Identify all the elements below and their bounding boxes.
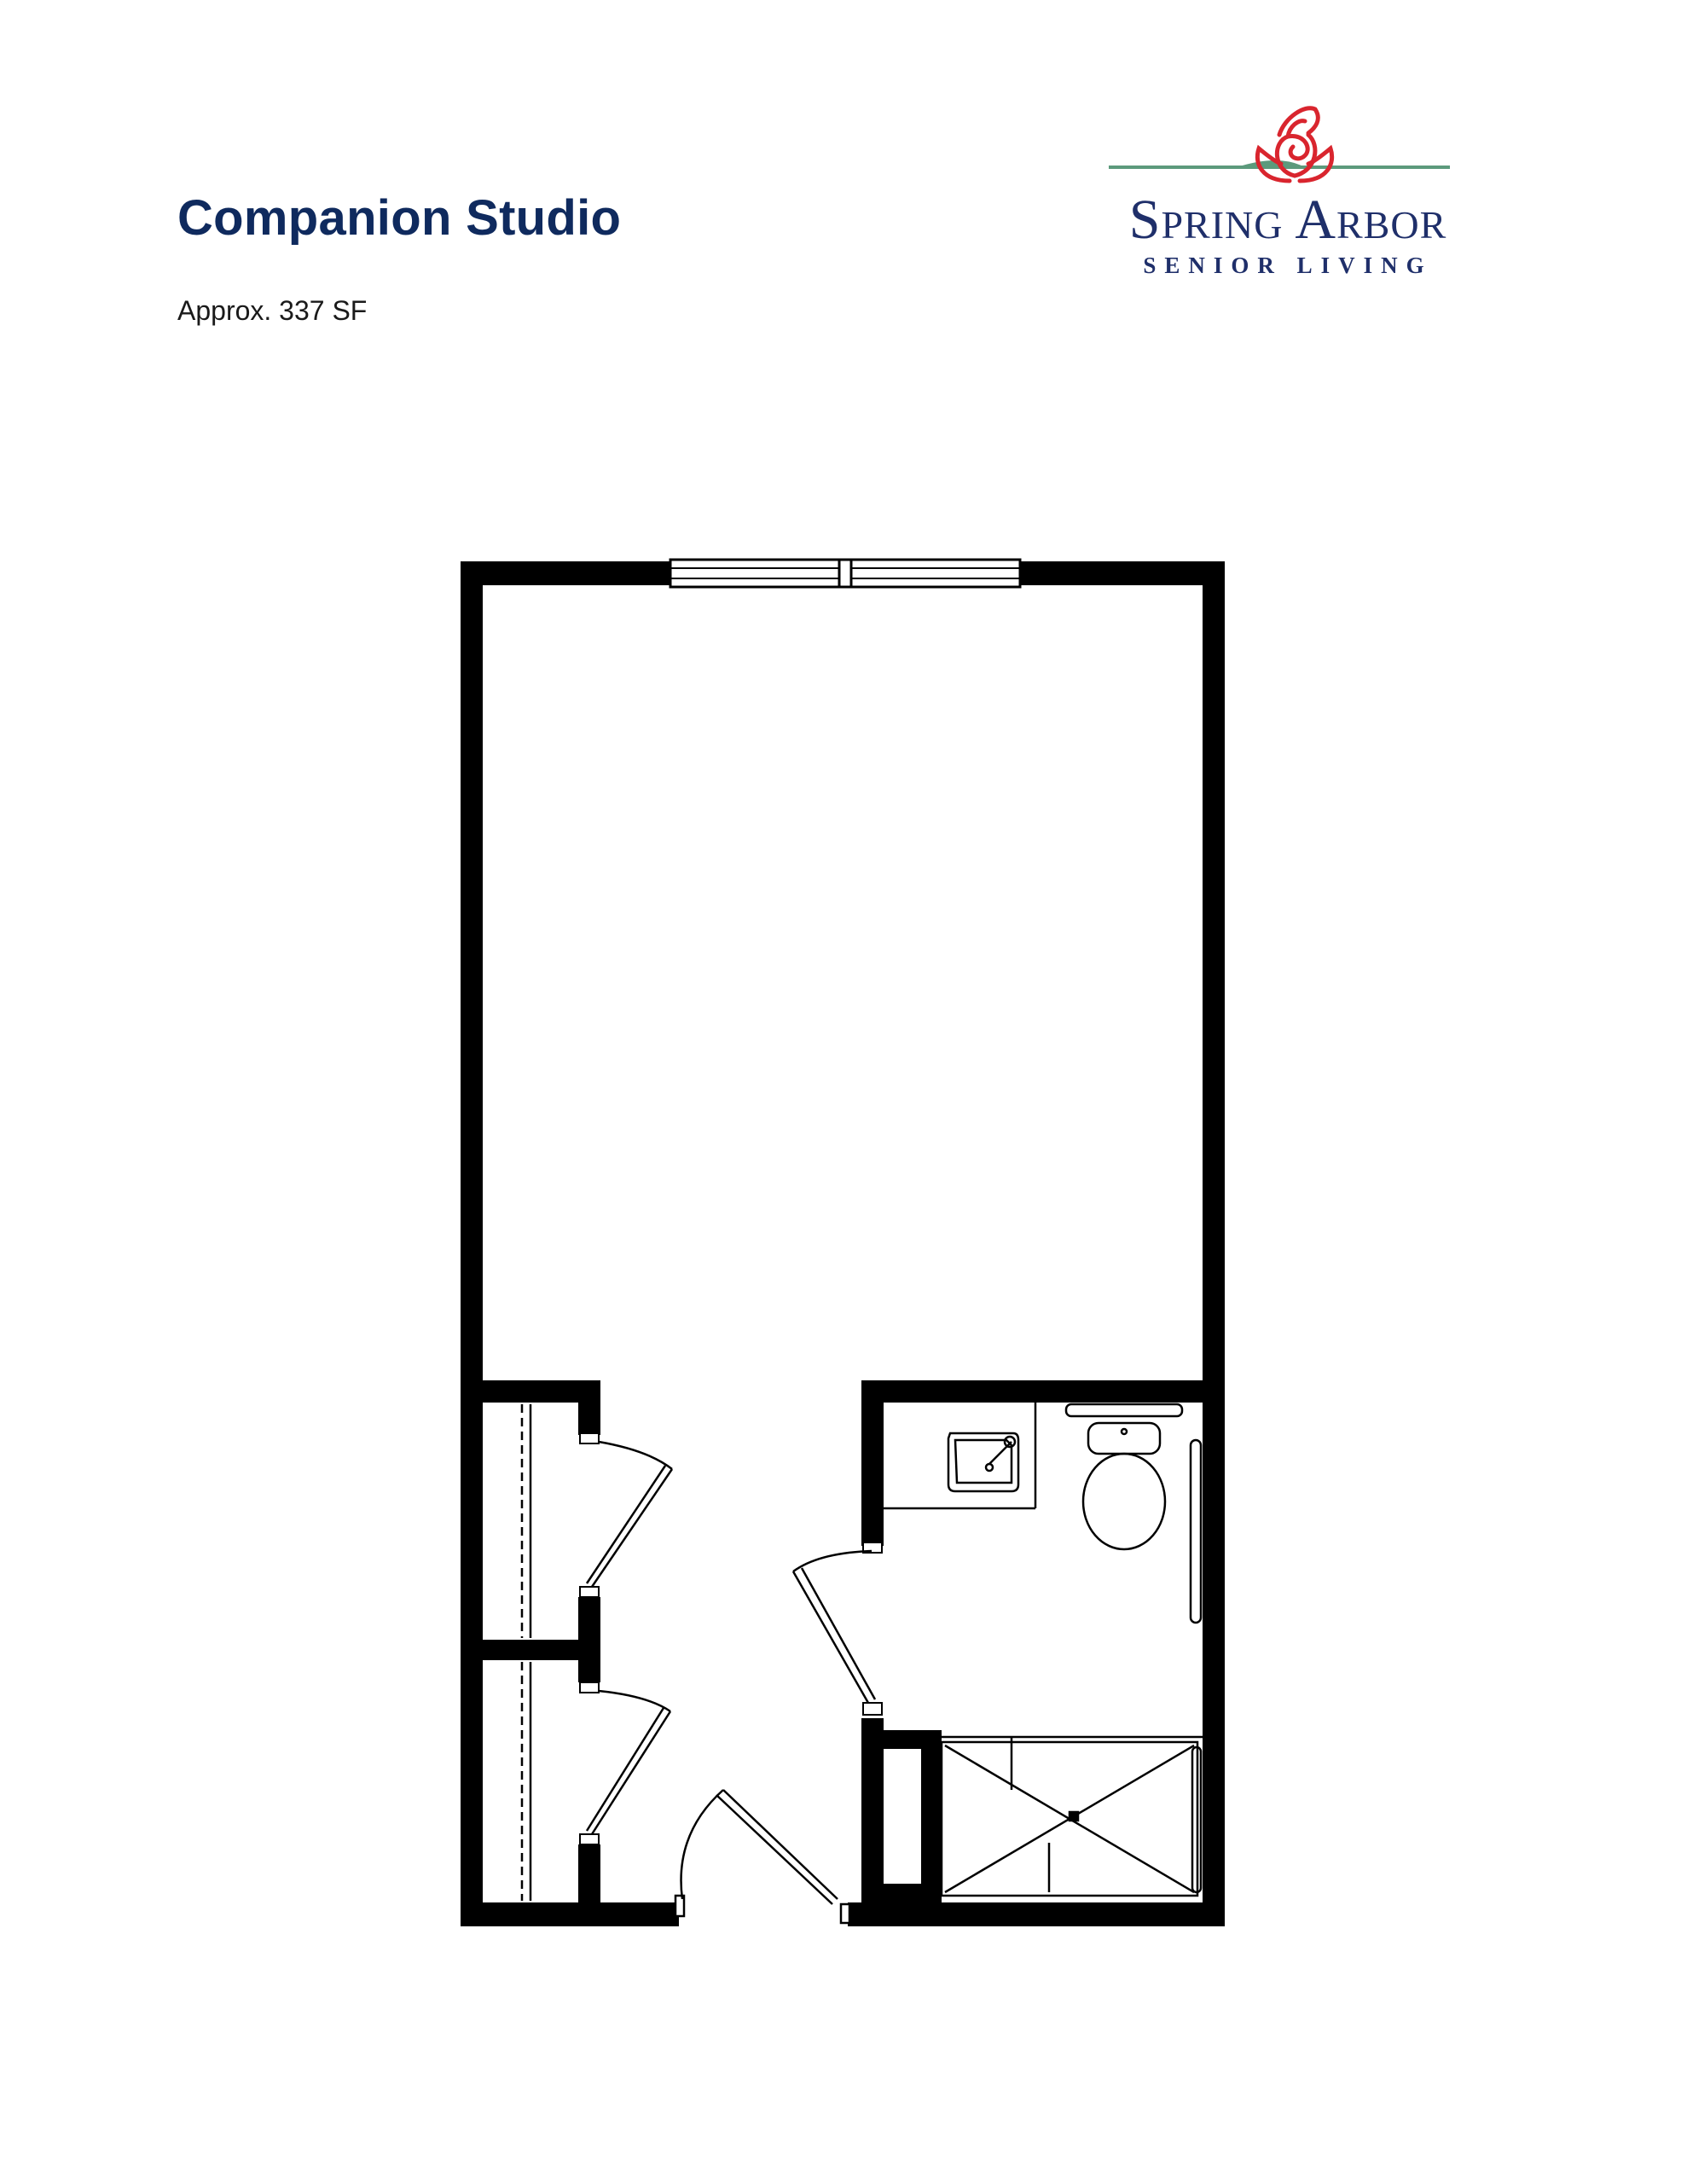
square-footage: Approx. 337 SF xyxy=(177,295,368,326)
entry-door xyxy=(675,1790,849,1923)
grab-bar xyxy=(1191,1440,1201,1623)
page-title: Companion Studio xyxy=(177,190,622,246)
logo-tagline: SENIOR LIVING xyxy=(1143,253,1433,278)
bathroom-walls xyxy=(861,1380,1225,1904)
bottom-wall-left xyxy=(461,1902,679,1926)
shower-icon xyxy=(942,1737,1203,1896)
top-wall-left xyxy=(461,561,670,585)
bathroom-door-jambs xyxy=(863,1542,882,1715)
toilet-icon xyxy=(1066,1404,1182,1549)
window xyxy=(670,560,1020,587)
vanity xyxy=(884,1403,1035,1508)
left-wall xyxy=(461,561,483,1926)
bottom-wall-right xyxy=(848,1902,1225,1926)
sink-icon xyxy=(948,1433,1018,1491)
logo-wordmark: Spring Arbor xyxy=(1128,189,1447,251)
exterior-walls xyxy=(461,561,1225,1926)
top-wall-right xyxy=(1020,561,1225,585)
bathroom-door xyxy=(793,1551,875,1703)
right-wall xyxy=(1203,561,1225,1926)
